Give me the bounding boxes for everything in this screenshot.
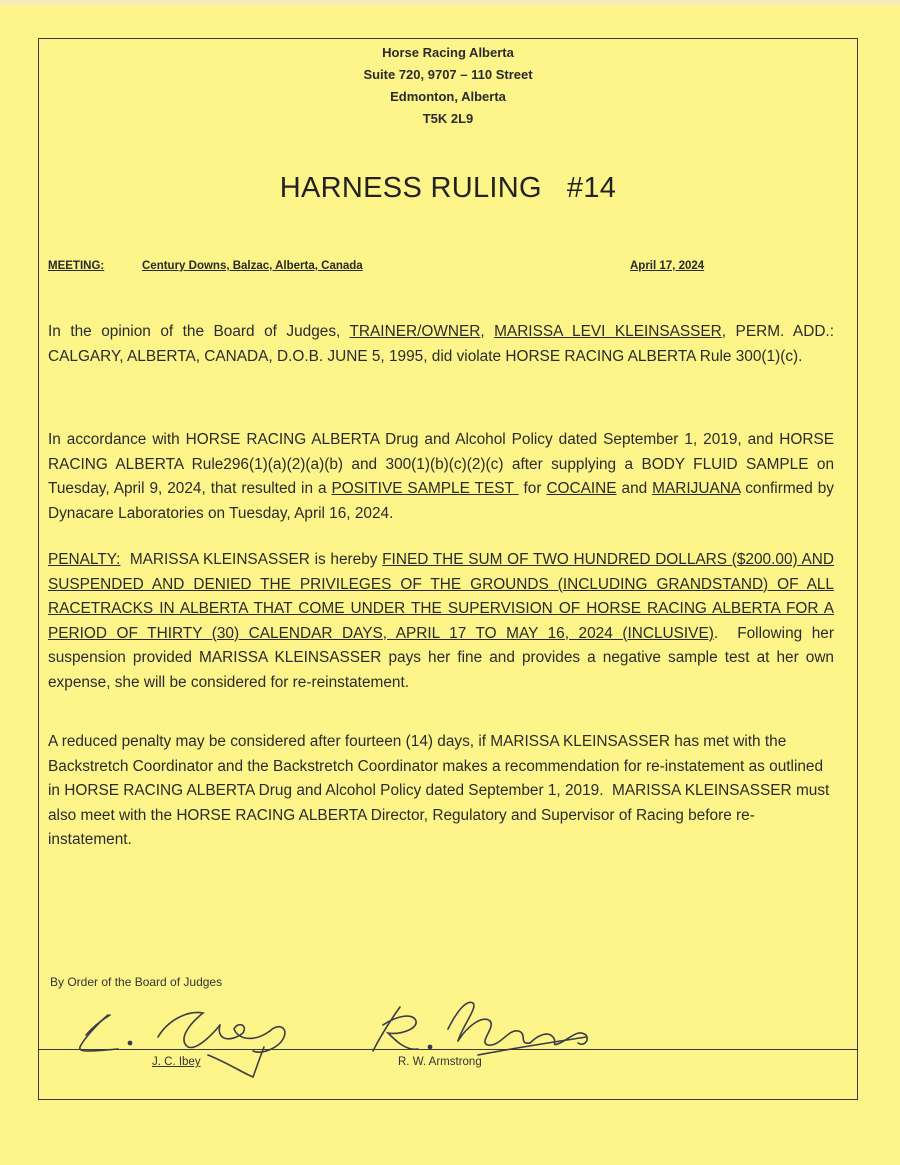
p3-penalty-label: PENALTY:: [48, 551, 121, 568]
p1-person-name: MARISSA LEVI KLEINSASSER: [494, 323, 722, 340]
judge-name-ibey: J. C. Ibey: [152, 1056, 201, 1068]
order-line: By Order of the Board of Judges: [50, 975, 223, 989]
judge-name-armstrong: R. W. Armstrong: [398, 1056, 482, 1068]
street-address: Suite 720, 9707 – 110 Street: [363, 67, 533, 82]
p2-text-g: confirmed by Dynacare Laboratories on Tuesday, April 16, 2024.: [48, 480, 834, 522]
ruling-paragraph-violation: [48, 320, 834, 369]
meeting-row: [48, 260, 838, 280]
meeting-date: April 17, 2024: [630, 260, 705, 272]
meeting-place: Century Downs, Balzac, Alberta, Canada: [142, 260, 363, 272]
signatures-graphic: [38, 985, 858, 1085]
p2-text-c: for: [518, 480, 547, 497]
p2-substance-marijuana: MARIJUANA: [652, 480, 741, 497]
scan-edge: [0, 0, 900, 6]
ruling-title: HARNESS RULING #14: [279, 172, 617, 204]
p2-positive-test: POSITIVE SAMPLE TEST: [331, 480, 519, 497]
p3-penalty-terms: FINED THE SUM OF TWO HUNDRED DOLLARS ($200.00) AND SUSPENDED AND DENIED THE PRIVILEGES OF THE GROUNDS (INCLUDING GRANDSTAND) OF ALL RACETRACKS IN ALBERTA THAT COME UNDER THE SUPERVISION OF HORSE RACING ALBERTA FOR A PERIOD OF THIRTY (30) CALENDAR DAYS, APRIL 17 TO MAY 16, 2024 (INCLUSIVE): [48, 551, 834, 642]
p3-text-d: . Following her suspension provided MARISSA KLEINSASSER pays her fine and provides a negative sample test at her own expense, she will be considered for re-reinstatement.: [48, 624, 839, 691]
org-name: Horse Racing Alberta: [382, 45, 514, 60]
p2-text-e: and: [616, 480, 653, 497]
p1-role: TRAINER/OWNER: [349, 323, 481, 340]
signature-armstrong: [373, 1002, 587, 1055]
p2-text-a: In accordance with HORSE RACING ALBERTA Drug and Alcohol Policy dated September 1, 2019, and HORSE RACING ALBERTA Rule296(1)(a)(2)(a)(b) and 300(1)(b)(c)(2)(c) after supplying a BODY FLUID SAMPLE on Tuesday, April 9, 2024, that resulted in a: [48, 431, 834, 497]
ruling-paragraph-penalty: [48, 548, 839, 695]
p3-text-b: MARISSA KLEINSASSER is hereby: [120, 551, 383, 568]
p2-substance-cocaine: COCAINE: [546, 480, 617, 497]
p1-text-c: ,: [480, 323, 495, 340]
city: Edmonton, Alberta: [390, 89, 506, 104]
signature-line: [38, 1049, 858, 1050]
p1-text-a: In the opinion of the Board of Judges,: [48, 323, 350, 340]
ruling-paragraph-accordance: [48, 428, 834, 526]
letterhead-address: [38, 42, 858, 130]
ruling-paragraph-reduced-penalty: A reduced penalty may be considered after fourteen (14) days, if MARISSA KLEINSASSER has met with the Backstretch Coordinator and the Backstretch Coordinator makes a recommendation for re-instatement as outlined in HORSE RACING ALBERTA Drug and Alcohol Policy dated September 1, 2019. MARISSA KLEINSASSER must also meet with the HORSE RACING ALBERTA Director, Regulatory and Supervisor of Racing before re-instatement.: [48, 733, 834, 848]
postal-code: T5K 2L9: [422, 111, 474, 126]
p1-text-e: , PERM. ADD.: CALGARY, ALBERTA, CANADA, D.O.B. JUNE 5, 1995, did violate HORSE RACING ALBERTA Rule 300(1)(c).: [48, 323, 834, 365]
meeting-label: MEETING:: [48, 260, 105, 272]
